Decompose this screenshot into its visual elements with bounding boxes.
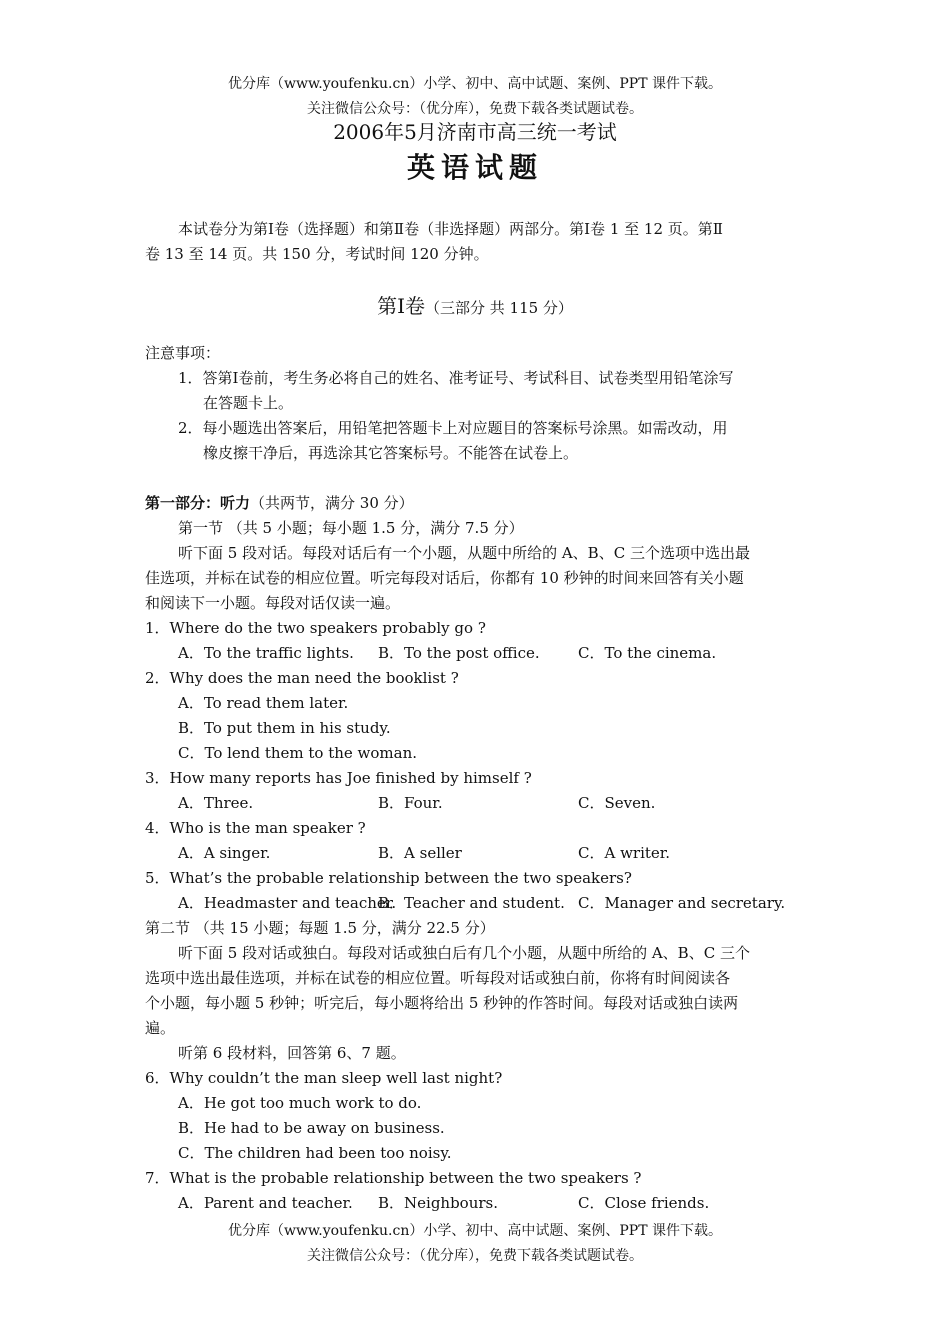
question-3: 3．How many reports has Joe finished by himself ? [145, 769, 532, 787]
question-5: 5．What’s the probable relationship between the two speakers? [145, 869, 632, 887]
material-6-heading: 听第 6 段材料，回答第 6、7 题。 [178, 1044, 406, 1062]
question-7: 7．What is the probable relationship between the two speakers ? [145, 1169, 642, 1187]
question-7-option-a: A．Parent and teacher. [178, 1194, 353, 1212]
question-2-option-c: C．To lend them to the woman. [178, 744, 418, 762]
footer-line-1: 优分库（www.youfenku.cn）小学、初中、高中试题、案例、PPT 课件下载。 [227, 1223, 722, 1239]
question-1-option-c: C．To the cinema. [578, 644, 717, 662]
notice-item-2-line-1: 2．每小题选出答案后，用铅笔把答题卡上对应题目的答案标号涂黑。如需改动，用 [178, 419, 728, 437]
question-2: 2．Why does the man need the booklist ? [145, 669, 459, 687]
question-6-option-b: B．He had to be away on business. [178, 1119, 445, 1137]
footer-line-2: 关注微信公众号：（优分库），免费下载各类试题试卷。 [307, 1248, 643, 1264]
section1-heading: 第一节 （共 5 小题；每小题 1.5 分，满分 7.5 分） [178, 519, 524, 537]
header-line-2: 关注微信公众号：（优分库），免费下载各类试题试卷。 [307, 101, 643, 117]
subject-title: 英语试题 [406, 151, 543, 184]
question-4-option-c: C．A writer. [578, 844, 671, 862]
question-3-option-c: C．Seven. [578, 794, 656, 812]
exam-title: 2006年5月济南市高三统一考试 [333, 120, 617, 144]
question-7-option-c: C．Close friends. [578, 1194, 710, 1212]
question-4-option-a: A．A singer. [178, 844, 271, 862]
section2-instr-line-3: 个小题，每小题 5 秒钟；听完后，每小题将给出 5 秒钟的作答时间。每段对话或独白读两 [145, 994, 739, 1012]
question-2-option-b: B．To put them in his study. [178, 719, 391, 737]
question-6-option-a: A．He got too much work to do. [178, 1094, 422, 1112]
question-3-option-a: A．Three. [178, 794, 254, 812]
question-2-option-a: A．To read them later. [178, 694, 349, 712]
header-line-1: 优分库（www.youfenku.cn）小学、初中、高中试题、案例、PPT 课件下载。 [227, 76, 722, 92]
section2-instr-line-1: 听下面 5 段对话或独白。每段对话或独白后有几个小题，从题中所给的 A、B、C 三个 [178, 944, 750, 962]
question-1-option-b: B．To the post office. [378, 644, 540, 662]
section2-heading: 第二节 （共 15 小题；每题 1.5 分，满分 22.5 分） [145, 919, 495, 937]
question-5-option-c: C．Manager and secretary. [578, 894, 786, 912]
question-4-option-b: B．A seller [378, 844, 462, 862]
question-7-option-b: B．Neighbours. [378, 1194, 499, 1212]
question-3-option-b: B．Four. [378, 794, 443, 812]
section2-instr-line-2: 选项中选出最佳选项，并标在试卷的相应位置。听每段对话或独白前，你将有时间阅读各 [145, 969, 731, 987]
question-6: 6．Why couldn’t the man sleep well last night? [145, 1069, 503, 1087]
question-5-option-a: A．Headmaster and teacher. [178, 894, 397, 912]
volume-label: 第Ⅰ卷 [377, 294, 425, 318]
volume-heading [0, 292, 950, 322]
notice-item-2-line-2: 橡皮擦干净后，再选涂其它答案标号。不能答在试卷上。 [203, 444, 579, 462]
part1-heading [145, 492, 414, 514]
section1-instr-line-1: 听下面 5 段对话。每段对话后有一个小题，从题中所给的 A、B、C 三个选项中选出最 [178, 544, 750, 562]
part1-heading-rest: （共两节，满分 30 分） [250, 494, 414, 512]
notice-heading: 注意事项： [145, 344, 221, 362]
intro-line-1: 本试卷分为第Ⅰ卷（选择题）和第Ⅱ卷（非选择题）两部分。第Ⅰ卷 1 至 12 页。第Ⅱ [178, 220, 723, 238]
section2-instr-line-4: 遍。 [145, 1019, 176, 1037]
volume-note: （三部分 共 115 分） [424, 299, 573, 317]
part1-heading-bold: 第一部分：听力 [145, 494, 251, 512]
question-1-option-a: A．To the traffic lights. [178, 644, 354, 662]
notice-item-1-line-1: 1．答第Ⅰ卷前，考生务必将自己的姓名、准考证号、考试科目、试卷类型用铅笔涂写 [178, 369, 734, 387]
section1-instr-line-3: 和阅读下一小题。每段对话仅读一遍。 [145, 594, 401, 612]
notice-item-1-line-2: 在答题卡上。 [203, 394, 294, 412]
question-6-option-c: C．The children had been too noisy. [178, 1144, 452, 1162]
question-1: 1．Where do the two speakers probably go ? [145, 619, 486, 637]
section1-instr-line-2: 佳选项，并标在试卷的相应位置。听完每段对话后，你都有 10 秒钟的时间来回答有关小题 [145, 569, 744, 587]
question-4: 4．Who is the man speaker ? [145, 819, 366, 837]
intro-line-2: 卷 13 至 14 页。共 150 分，考试时间 120 分钟。 [145, 245, 489, 263]
question-5-option-b: B．Teacher and student. [378, 894, 565, 912]
